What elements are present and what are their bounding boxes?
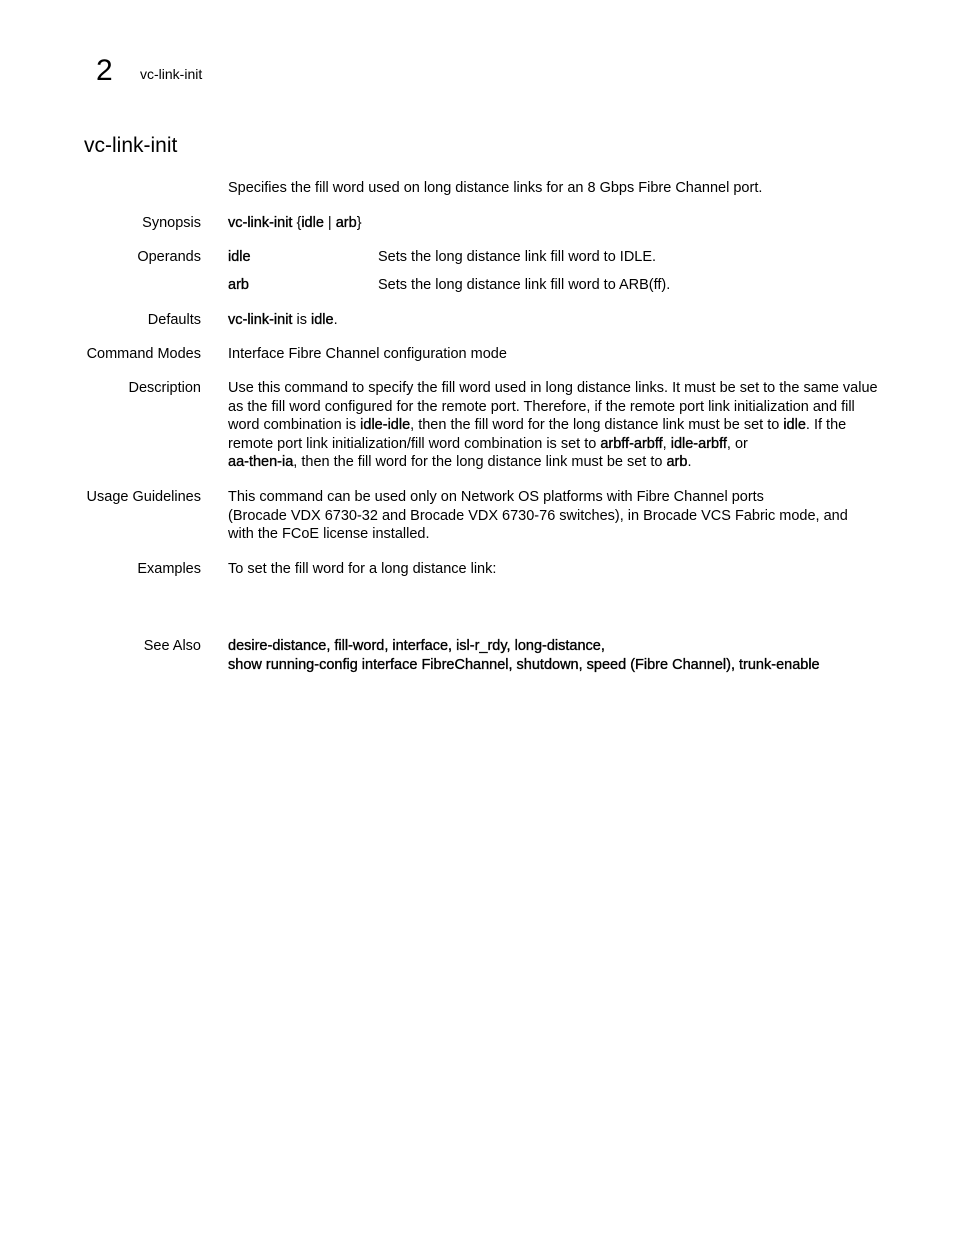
see-also-label: See Also: [143, 638, 201, 654]
description-part: , or: [726, 435, 748, 452]
synopsis-open-brace: {: [292, 215, 302, 231]
description-term-arb: arb: [666, 454, 688, 471]
see-also-line: show running-config interface FibreChannel, shutdown, speed (Fibre Channel), trunk-enable: [228, 657, 820, 673]
defaults-period: .: [333, 312, 338, 328]
description-term-arbff-arbff: arbff-arbff: [600, 435, 663, 452]
synopsis-text: [228, 214, 878, 233]
synopsis-command: vc-link-init: [228, 215, 293, 231]
operand-term-arb: arb: [228, 277, 249, 293]
defaults-is: is: [292, 312, 311, 328]
defaults-label: Defaults: [147, 312, 201, 328]
chapter-number: 2: [96, 54, 113, 87]
description-part: , then the fill word for the long distance link must be set to: [410, 417, 784, 434]
see-also-links: [228, 637, 908, 675]
description-part: , then the fill word for the long distance link must be set to: [293, 454, 667, 471]
description-part: . If the remote port link initialization/fill word combination is set to: [228, 417, 847, 452]
usage-guidelines-label: Usage Guidelines: [86, 489, 201, 505]
defaults-command: vc-link-init: [228, 312, 293, 328]
description-part: ,: [662, 435, 671, 452]
operand-desc-idle: Sets the long distance link fill word to IDLE.: [378, 249, 657, 265]
operand-desc-arb: Sets the long distance link fill word to ARB(ff).: [378, 277, 671, 293]
synopsis-close-brace: }: [356, 215, 362, 231]
usage-guidelines-text: [228, 488, 878, 544]
examples-text: To set the fill word for a long distance link:: [228, 561, 497, 577]
command-modes-text: Interface Fibre Channel configuration mode: [228, 346, 507, 362]
running-title: vc-link-init: [140, 66, 203, 82]
synopsis-option-arb: arb: [335, 215, 357, 231]
operand-term-idle: idle: [228, 249, 251, 265]
usage-line: This command can be used only on Network OS platforms with Fibre Channel ports: [228, 489, 764, 505]
description-part: .: [687, 454, 692, 471]
examples-label: Examples: [137, 561, 201, 577]
description-term-idle: idle: [783, 417, 806, 434]
description-term-idle-idle: idle-idle: [360, 417, 411, 434]
description-part: Use this command to specify the fill word used in long distance links. It must be set to the same value as the fill word configured for the remote port. Therefore, if the remote port link initialization and fill word combination is: [228, 380, 878, 434]
operands-label: Operands: [137, 249, 201, 265]
command-modes-label: Command Modes: [86, 346, 201, 362]
synopsis-label: Synopsis: [142, 215, 201, 231]
defaults-value: idle: [310, 312, 334, 328]
intro-text: Specifies the fill word used on long distance links for an 8 Gbps Fibre Channel port.: [228, 180, 763, 196]
synopsis-separator: |: [323, 215, 336, 231]
page-title: vc-link-init: [84, 134, 178, 157]
defaults-text: [228, 311, 878, 330]
synopsis-option-idle: idle: [301, 215, 324, 231]
see-also-line: desire-distance, fill-word, interface, isl-r_rdy, long-distance,: [228, 638, 605, 654]
usage-line: with the FCoE license installed.: [228, 526, 430, 543]
description-term-idle-arbff: idle-arbff: [670, 435, 727, 452]
description-text: [228, 379, 878, 472]
usage-line: (Brocade VDX 6730-32 and Brocade VDX 6730-76 switches), in Brocade VCS Fabric mode, and: [228, 507, 848, 524]
description-term-aa-then-ia: aa-then-ia: [228, 454, 294, 471]
description-label: Description: [128, 380, 201, 396]
